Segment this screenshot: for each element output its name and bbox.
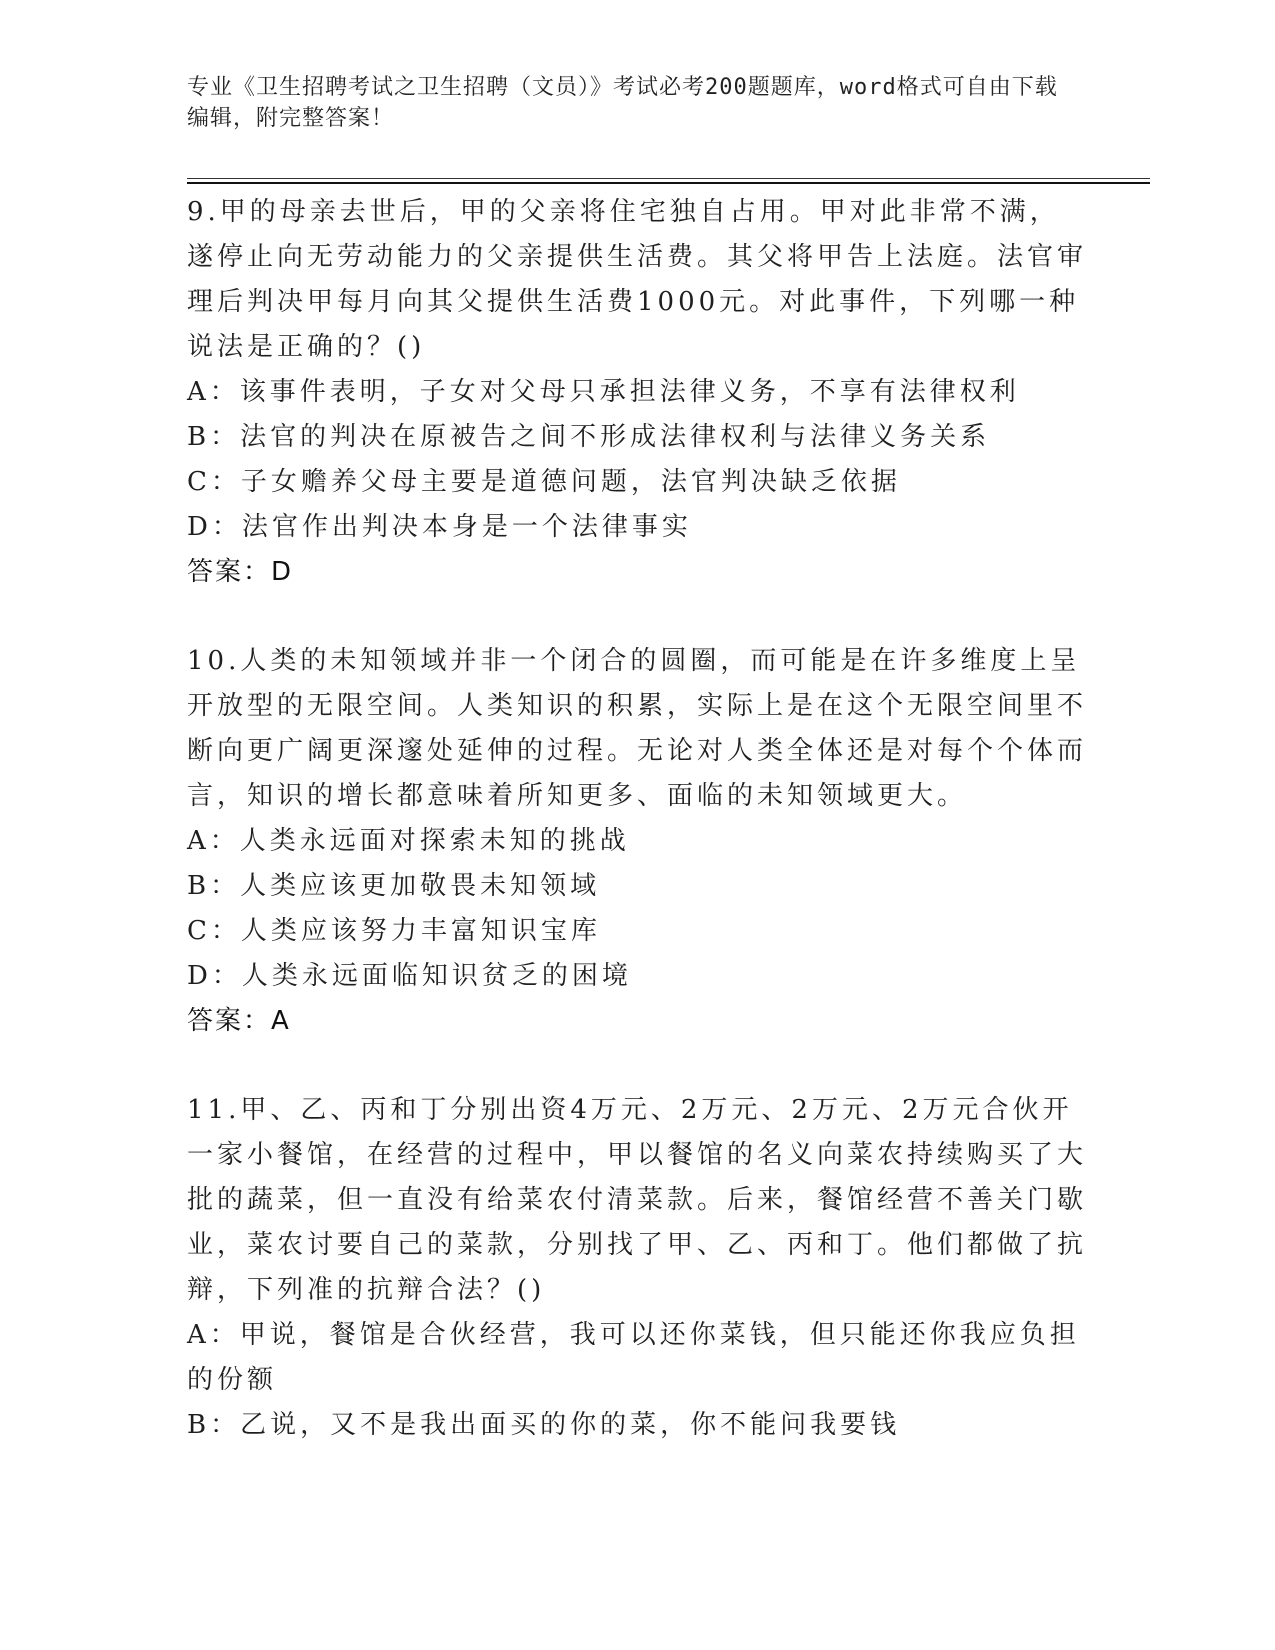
question-spacer [187, 595, 1087, 639]
question-9 [187, 190, 1087, 595]
question-stem: 11.甲、乙、丙和丁分别出资4万元、2万元、2万元、2万元合伙开一家小餐馆，在经营的过程中，甲以餐馆的名义向菜农持续购买了大批的蔬菜，但一直没有给菜农付清菜款。后来，餐馆经营不善关门歇业，菜农讨要自己的菜款，分别找了甲、乙、丙和丁。他们都做了抗辩，下列准的抗辩合法？() [187, 1095, 1088, 1305]
option-b: B：法官的判决在原被告之间不形成法律权利与法律义务关系 [187, 422, 991, 452]
option-a: A：甲说，餐馆是合伙经营，我可以还你菜钱，但只能还你我应负担的份额 [187, 1320, 1080, 1395]
question-stem: 9.甲的母亲去世后，甲的父亲将住宅独自占用。甲对此非常不满，遂停止向无劳动能力的父亲提供生活费。其父将甲告上法庭。法官审理后判决甲每月向其父提供生活费1000元。对此事件，下列哪一种说法是正确的？() [187, 197, 1088, 362]
option-b: B：人类应该更加敬畏未知领域 [187, 871, 601, 901]
question-stem: 10.人类的未知领域并非一个闭合的圆圈，而可能是在许多维度上呈开放型的无限空间。人类知识的积累，实际上是在这个无限空间里不断向更广阔更深邃处延伸的过程。无论对人类全体还是对每个个体而言，知识的增长都意味着所知更多、面临的未知领域更大。 [187, 646, 1088, 811]
option-d: D：人类永远面临知识贫乏的困境 [187, 961, 632, 991]
option-c: C：人类应该努力丰富知识宝库 [187, 916, 601, 946]
question-11 [187, 1088, 1087, 1448]
question-spacer [187, 1044, 1087, 1088]
question-list [187, 190, 1087, 1448]
header-divider-thin [187, 178, 1150, 179]
header-divider-thick [187, 182, 1150, 184]
option-a: A：人类永远面对探索未知的挑战 [187, 826, 630, 856]
option-a: A：该事件表明，子女对父母只承担法律义务，不享有法律权利 [187, 377, 1020, 407]
answer-line: 答案：D [187, 557, 294, 587]
option-d: D：法官作出判决本身是一个法律事实 [187, 512, 692, 542]
document-header: 专业《卫生招聘考试之卫生招聘（文员）》考试必考200题题库，word格式可自由下载编辑，附完整答案！ [187, 75, 1058, 131]
answer-line: 答案：A [187, 1006, 291, 1036]
option-c: C：子女赡养父母主要是道德问题，法官判决缺乏依据 [187, 467, 901, 497]
option-b: B：乙说，又不是我出面买的你的菜，你不能问我要钱 [187, 1410, 901, 1440]
question-10 [187, 639, 1087, 1044]
